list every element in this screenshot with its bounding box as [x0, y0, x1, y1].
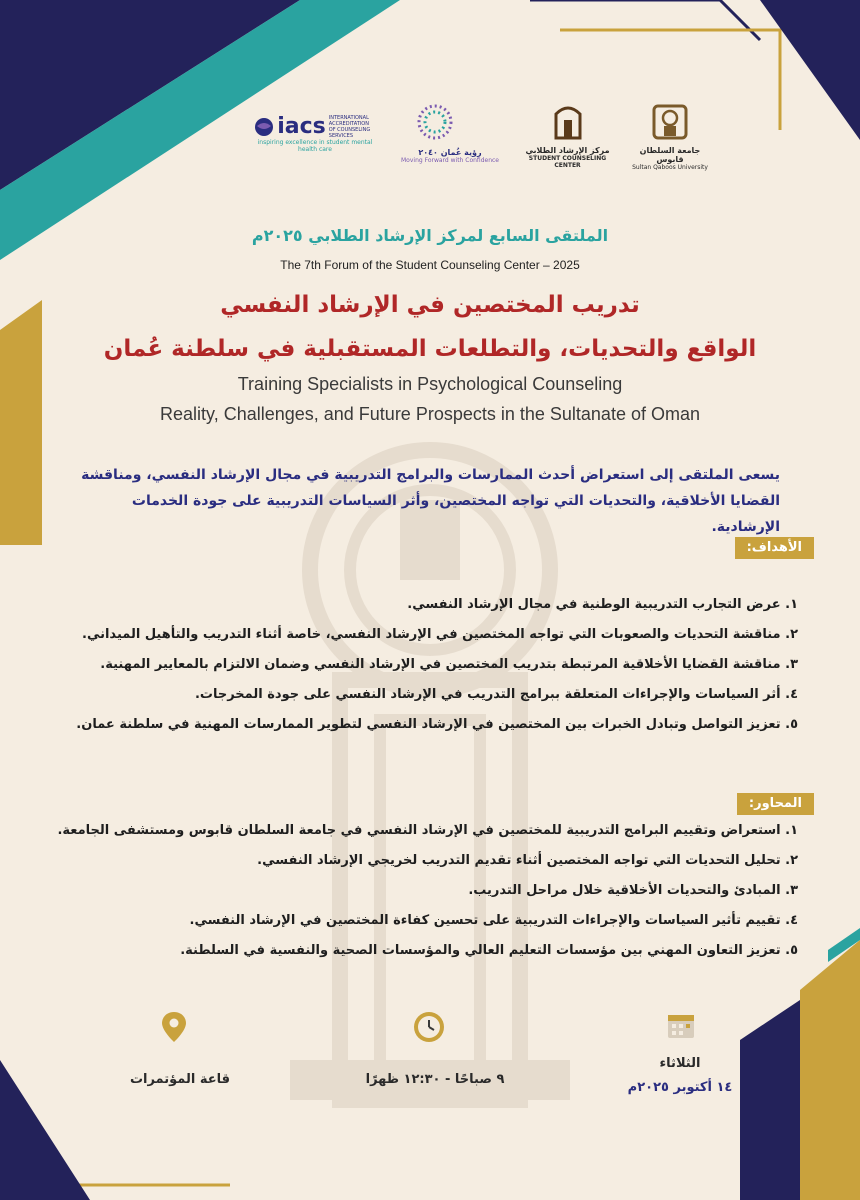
scc-name-ar: مركز الإرشاد الطلابي — [525, 146, 610, 155]
clock-icon — [412, 1010, 446, 1044]
main-title-en-line2: Reality, Challenges, and Future Prospects in the Sultanate of Oman — [160, 404, 700, 424]
iacs-mark — [250, 114, 380, 139]
vision-2040-logo — [400, 100, 500, 164]
main-title-en-line1: Training Specialists in Psychological Counseling — [237, 374, 623, 394]
list-item: ٥. تعزيز التواصل وتبادل الخبرات بين المختصين في الإرشاد النفسي لتطوير الممارسات المهنية في سلطنة عمان. — [76, 717, 798, 732]
partner-logos — [250, 100, 710, 180]
event-date: ١٤ أكتوبر ٢٠٢٥م — [627, 1080, 733, 1095]
goals-heading: الأهداف: — [735, 537, 814, 559]
iacs-tagline: inspiring excellence in student mental health care — [257, 139, 373, 153]
main-title-ar-line2: الواقع والتحديات، والتطلعات المستقبلية في سلطنة عُمان — [103, 336, 757, 362]
bottom-right-gold-shape — [800, 940, 860, 1200]
top-right-navy-line — [530, 0, 760, 40]
event-day: الثلاثاء — [659, 1056, 701, 1071]
axes-heading: المحاور: — [737, 793, 814, 815]
iacs-wordmark: iacs — [277, 114, 326, 139]
calendar-icon — [666, 1010, 696, 1040]
vision-tagline: Moving Forward with Confidence — [401, 157, 499, 164]
globe-icon — [253, 116, 275, 138]
squ-emblem-icon — [650, 100, 690, 142]
scc-name-en: STUDENT COUNSELING CENTER — [528, 155, 607, 169]
squ-logo — [630, 100, 710, 171]
list-item: ١. عرض التجارب التدريبية الوطنية في مجال الإرشاد النفسي. — [407, 597, 798, 612]
event-location: قاعة المؤتمرات — [129, 1072, 231, 1087]
scc-emblem-icon — [548, 100, 588, 142]
list-item: ٤. أثر السياسات والإجراءات المتعلقة ببرامج التدريب في الإرشاد النفسي على جودة المخرجات. — [194, 687, 798, 702]
list-item: ٢. تحليل التحديات التي تواجه المختصين أثناء تقديم التدريب لخريجي الإرشاد النفسي. — [257, 853, 798, 868]
list-item: ٣. المبادئ والتحديات الأخلاقية خلال مراحل التدريب. — [468, 883, 798, 898]
scc-logo — [520, 100, 615, 169]
list-item: ١. استعراض وتقييم البرامج التدريبية للمختصين في الإرشاد النفسي في جامعة السلطان قابوس ومستشفى الجامعة. — [57, 823, 798, 838]
forum-title-en: The 7th Forum of the Student Counseling Center – 2025 — [280, 258, 580, 272]
intro-paragraph: يسعى الملتقى إلى استعراض أحدث الممارسات والبرامج التدريبية في مجال الإرشاد النفسي، ومناقشة القضايا الأخلاقية، والتحديات التي تواجه المختصين، وأثر السياسات التدريبية على جودة الخدمات الإرشادية. — [81, 467, 780, 535]
vision-title: رؤية عُمان ٢٠٤٠ — [418, 148, 482, 157]
vision-dots-icon — [415, 100, 485, 144]
top-right-navy-tri — [760, 0, 860, 140]
list-item: ٢. مناقشة التحديات والصعوبات التي تواجه المختصين في الإرشاد النفسي، خاصة أثناء التدريب والتأهيل الميداني. — [82, 627, 798, 642]
squ-name-ar: جامعة السلطان قابوس — [639, 146, 701, 164]
goals-list — [38, 590, 798, 740]
list-item: ٣. مناقشة القضايا الأخلاقية المرتبطة بتدريب المختصين في الإرشاد النفسي وضمان الالتزام بالمعايير المهنية. — [100, 657, 798, 672]
forum-title-ar: الملتقى السابع لمركز الإرشاد الطلابي ٢٠٢٥م — [251, 226, 609, 245]
location-pin-icon — [160, 1010, 188, 1044]
list-item: ٤. تقييم تأثير السياسات والإجراءات التدريبية على تحسين كفاءة المختصين في الإرشاد النفسي. — [189, 913, 798, 928]
axes-list — [38, 816, 798, 966]
iacs-logo — [250, 114, 380, 153]
event-time: ٩ صباحًا - ١٢:٣٠ ظهرًا — [365, 1072, 505, 1087]
list-item: ٥. تعزيز التعاون المهني بين مؤسسات التعليم العالي والمؤسسات الصحية والنفسية في السلطنة. — [180, 943, 798, 958]
iacs-description: INTERNATIONAL ACCREDITATION OF COUNSELING SERVICES — [328, 114, 371, 139]
bottom-left-navy-tri — [0, 1060, 90, 1200]
main-title-ar-line1: تدريب المختصين في الإرشاد النفسي — [220, 292, 640, 318]
squ-name-en: Sultan Qaboos University — [632, 164, 708, 171]
